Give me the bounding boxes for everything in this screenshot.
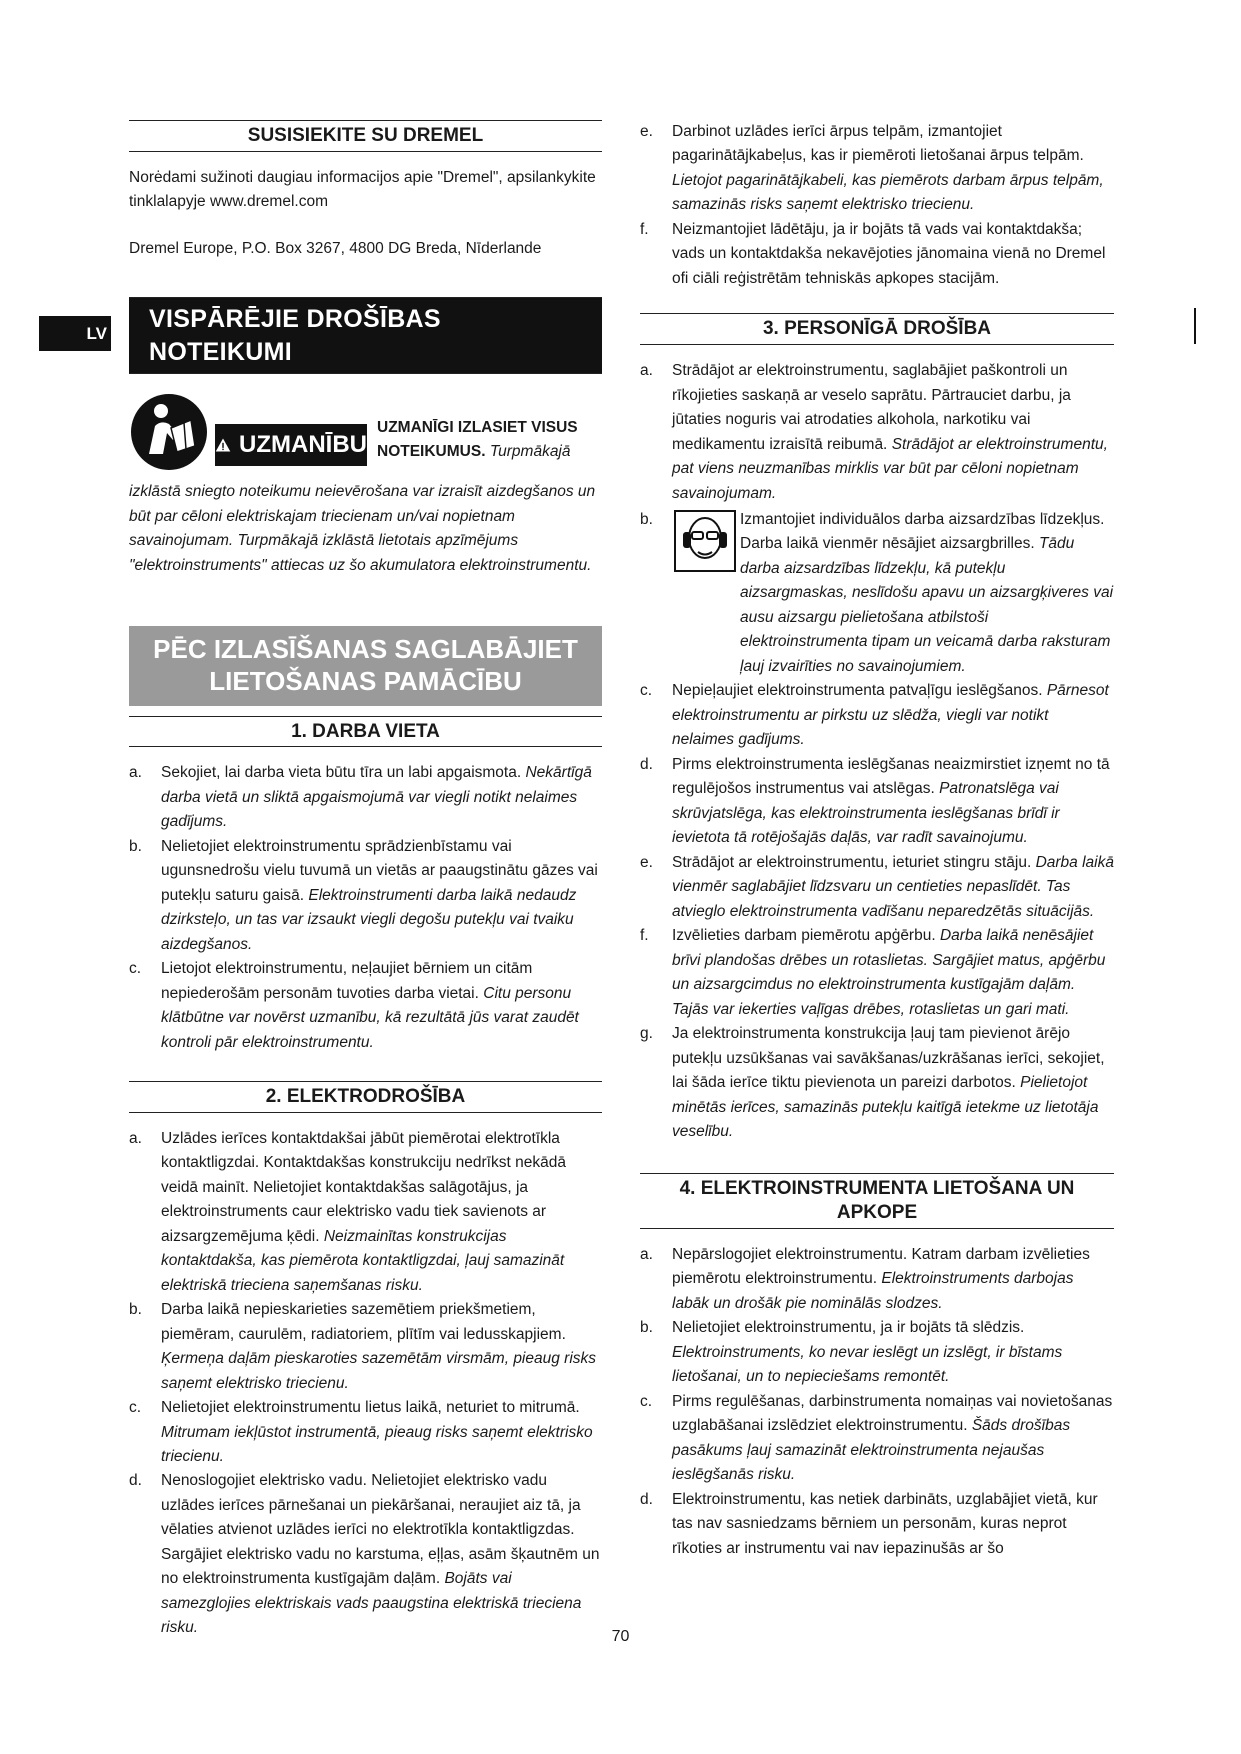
- left-column: [129, 120, 602, 1641]
- warning-bold: UZMANĪGI IZLASIET VISUS NOTEIKUMUS.: [377, 419, 578, 461]
- list-item: b. Nelietojiet elektroinstrumentu sprādzienbīstamu vai ugunsnedrošu vielu tuvumā un vietās ar paaugstinātu gāzes vai putekļu saturu gaisā. Elektroinstrumenti darba laikā nedaudz dzirksteļo, un tas var izsaukt viegli degošu putekļu vai tvaiku aizdegšanos.: [129, 837, 598, 953]
- section-1-heading: 1. DARBA VIETA: [129, 716, 602, 748]
- list-item: c. Lietojot elektroinstrumentu, neļaujiet bērniem un citām nepiederošām personām tuvoties darba vietai. Citu personu klātbūtne var novērst uzmanību, kā rezultātā jūs varat zaudēt kontroli pār elektroinstrumentu.: [129, 960, 579, 1051]
- right-column: [640, 120, 1114, 1561]
- warning-block: [129, 392, 602, 482]
- contact-address: Dremel Europe, P.O. Box 3267, 4800 DG Breda, Nīderlande: [129, 239, 542, 257]
- section-2-heading: 2. ELEKTRODROŠĪBA: [129, 1081, 602, 1113]
- list-item: c. Pirms regulēšanas, darbinstrumenta nomaiņas vai novietošanas uzglabāšanai izslēdziet elektroinstrumentu. Šāds drošības pasākums ļauj samazināt elektroinstrumenta nejaušas ieslēgšanās risku.: [640, 1392, 1113, 1484]
- list-item: a. Sekojiet, lai darba vieta būtu tīra un labi apgaismota. Nekārtīgā darba vietā un sliktā apgaismojumā var viegli notikt nelaimes gadījums.: [129, 764, 592, 831]
- list-item: e. Darbinot uzlādes ierīci ārpus telpām, izmantojiet pagarinātājkabeļus, kas ir piemēroti lietošanai ārpus telpām. Lietojot pagarinātājkabeli, kas piemērots darbam ārpus telpām, samazinās risks saņemt elektrisko triecienu.: [640, 123, 1104, 214]
- warning-continued: izklāstā sniegto noteikumu neievērošana var izraisīt aizdegšanos un būt par cēloni elektriskajam triecienam un/vai nopietnam savainojumam. Turpmākajā izklāstā lietotais apzīmējums "elektroinstruments" attiecas uz šo akumulatora elektroinstrumentu.: [129, 483, 596, 574]
- general-safety-heading: VISPĀRĒJIE DROŠĪBAS NOTEIKUMI: [129, 297, 602, 374]
- list-item: a. Nepārslogojiet elektroinstrumentu. Katram darbam izvēlieties piemērotu elektroinstrumentu. Elektroinstruments darbojas labāk un drošāk pie nominālās slodzes.: [640, 1245, 1090, 1312]
- warning-italic-start: Turpmākajā: [489, 443, 571, 461]
- warning-text: [377, 416, 602, 464]
- list-item: d. Pirms elektroinstrumenta ieslēgšanas neaizmirstiet izņemt no tā regulējošos instrumentus vai atslēgas. Patronatslēga vai skrūvjatslēga, kas elektroinstrumenta ieslēgšanas brīdī ir ievietota tā rotējošajās daļās, var radīt savainojumu.: [640, 755, 1110, 847]
- read-manual-icon: [129, 392, 209, 472]
- list-item: b. Darba laikā nepieskarieties sazemētiem priekšmetiem, piemēram, caurulēm, radiatoriem, plītīm vai ledusskapjiem. Ķermeņa daļām pieskaroties sazemētām virsmām, pieaug risks saņemt elektrisko triecienu.: [129, 1301, 597, 1392]
- contact-heading: SUSISIEKITE SU DREMEL: [129, 120, 602, 152]
- safety-goggles-icon: [674, 510, 736, 572]
- list-item: c. Nelietojiet elektroinstrumentu lietus laikā, neturiet to mitrumā. Mitrumam iekļūstot instrumentā, pieaug risks saņemt elektrisko triecienu.: [129, 1399, 593, 1465]
- list-item: e. Strādājot ar elektroinstrumentu, ieturiet stingru stāju. Darba laikā vienmēr saglabājiet līdzsvaru un centieties nepaslīdēt. Tas atvieglo elektroinstrumenta vadīšanu neparedzētās situācijās.: [640, 853, 1114, 920]
- margin-mark: [1194, 308, 1196, 344]
- list-item: g. Ja elektroinstrumenta konstrukcija ļauj tam pievienot ārējo putekļu uzsūkšanas vai savākšanas/uzkrāšanas ierīci, sekojiet, lai šāda ierīce tiktu pievienota un pareizi darbotos. Pielietojot minētās ierīces, samazinās putekļu kaitīgā ietekme uz lietotāja veselību.: [640, 1025, 1105, 1141]
- list-item: a. Uzlādes ierīces kontaktdakšai jābūt piemērotai elektrotīkla kontaktligzdai. Kontaktdakšas konstrukciju nedrīkst nekādā veidā mainīt. Nelietojiet kontaktdakšas salāgotājus, ja elektroinstruments caur elektrisko vadu tiek savienots ar aizsargzemējuma ķēdi. Neizmainītas konstrukcijas kontaktdakša, kas piemērota kontaktligzdai, ļauj samazināt elektriskā trieciena saņemšanas risku.: [129, 1129, 566, 1294]
- section-4-heading: 4. ELEKTROINSTRUMENTA LIETOŠANA UN APKOPE: [640, 1173, 1114, 1229]
- list-item: d. Nenoslogojiet elektrisko vadu. Nelietojiet elektrisko vadu uzlādes ierīces pārnešanai un piekāršanai, neraujiet aiz tā, ja vēlaties atvienot uzlādes ierīci no elektrotīkla kontaktligzdas. Sargājiet elektrisko vadu no karstuma, eļļas, asām šķautnēm un no elektroinstrumenta kustīgajām daļām. Bojāts vai samezglojies elektriskais vads paaugstina elektriskā trieciena risku.: [129, 1472, 600, 1637]
- list-item: d. Elektroinstrumentu, kas netiek darbināts, uzglabājiet vietā, kur tas nav sasniedzams bērniem un personām, kuras neprot rīkoties ar instrumentu vai nav iepazinušās ar šo: [640, 1490, 1098, 1557]
- warning-badge: [215, 424, 367, 466]
- list-item: b. Nelietojiet elektroinstrumentu, ja ir bojāts tā slēdzis. Elektroinstruments, ko nevar ieslēgt un izslēgt, ir bīstams lietošanai, un to nepieciešams remontēt.: [640, 1319, 1063, 1386]
- language-tab: LV: [39, 316, 111, 351]
- page-number: 70: [611, 1628, 630, 1645]
- warning-triangle-icon: [215, 435, 231, 455]
- list-item: f. Izvēlieties darbam piemērotu apģērbu. Darba laikā nenēsājiet brīvi plandošas drēbes un rotaslietas. Sargājiet matus, apģērbu un aizsargcimdus no elektroinstrumenta kustīgajām daļām. Tajās var iekerties vaļīgas drēbes, rotaslietas un gari mati.: [640, 927, 1106, 1018]
- save-instructions-box: PĒC IZLASĪŠANAS SAGLABĀJIET LIETOŠANAS PAMĀCĪBU: [129, 626, 602, 705]
- section-3-heading: 3. PERSONĪGĀ DROŠĪBA: [640, 313, 1114, 345]
- list-item: a. Strādājot ar elektroinstrumentu, saglabājiet paškontroli un rīkojieties saskaņā ar veselo saprātu. Pārtrauciet darbu, ja jūtaties noguris vai atrodaties alkohola, narkotiku vai medikamentu izraisītā reibumā. Strādājot ar elektroinstrumentu, pat viens neuzmanības mirklis var būt par cēloni nopietnam savainojumam.: [640, 362, 1108, 502]
- list-item-with-icon: b. Izmantojiet individuālos darba aizsardzības līdzekļus. Darba laikā vienmēr nēsājiet aizsargbrilles. Tādu darba aizsardzības līdzekļu, kā putekļu aizsargmaskas, neslīdošu apavu un aizsargķiveres vai ausu aizsargu pielietošana atbilstoši elektroinstrumenta tipam un veicamā darba raksturam ļauj izvairīties no savainojumiem.: [640, 510, 1114, 675]
- contact-text: Norėdami sužinoti daugiau informacijos apie "Dremel", apsilankykite tinklalapyje www.dremel.com: [129, 168, 596, 211]
- list-item: f. Neizmantojiet lādētāju, ja ir bojāts tā vads vai kontaktdakša; vads un kontaktdakša nekavējoties jānomaina vienā no Dremel ofi ciāli reģistrētām tehniskās apkopes stacijām.: [640, 220, 1106, 287]
- warning-badge-label: UZMANĪBU: [239, 431, 367, 459]
- list-item: c. Nepieļaujiet elektroinstrumenta patvaļīgu ieslēgšanos. Pārnesot elektroinstrumentu ar pirkstu uz slēdža, viegli var notikt nelaimes gadījums.: [640, 682, 1109, 749]
